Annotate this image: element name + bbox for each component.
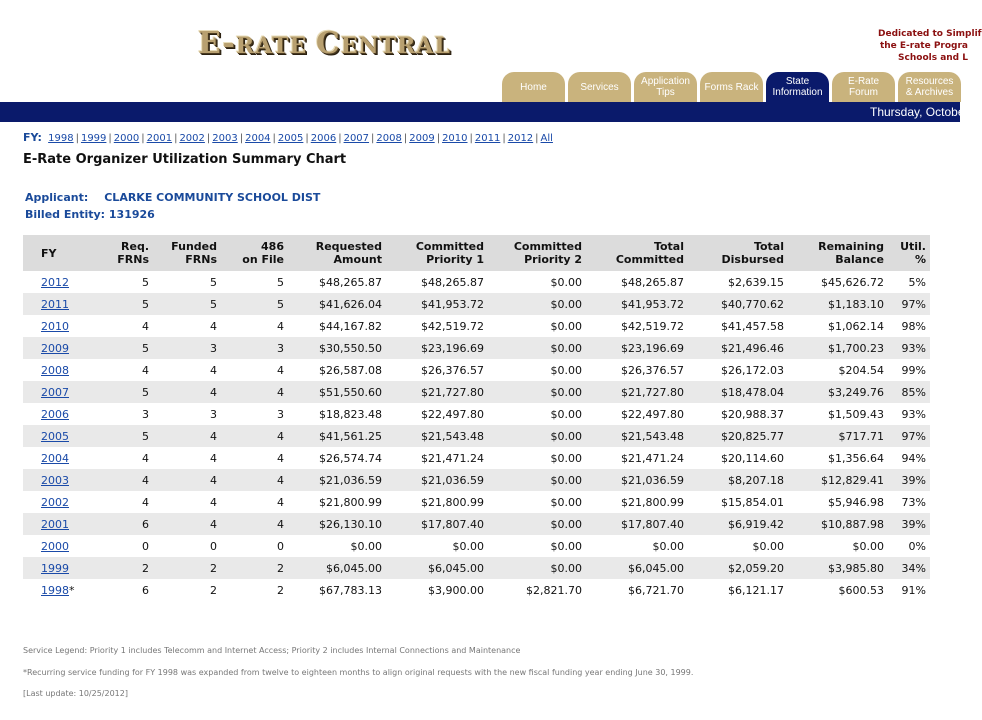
- column-header: [221, 235, 288, 271]
- table-cell: 3: [221, 337, 288, 359]
- table-cell: $41,457.58: [721, 319, 784, 333]
- column-header: [488, 235, 586, 271]
- table-cell: 39%: [888, 469, 930, 491]
- column-header-text: Req.: [121, 240, 149, 253]
- table-cell: 4: [210, 495, 217, 509]
- table-cell: 97%: [888, 425, 930, 447]
- table-cell: $0.00: [550, 407, 582, 421]
- column-header-text: Util.: [900, 240, 926, 253]
- column-header-text: Disbursed: [721, 253, 784, 266]
- table-cell: 4: [142, 451, 149, 465]
- fy-cell: [23, 579, 95, 601]
- column-header: [153, 235, 221, 271]
- table-cell: $26,376.57: [621, 363, 684, 377]
- fy-cell: [23, 447, 95, 469]
- column-header-text: Priority 2: [524, 253, 582, 266]
- table-cell: $21,471.24: [621, 451, 684, 465]
- table-cell: 4: [221, 425, 288, 447]
- table-cell: $2,059.20: [688, 557, 788, 579]
- table-cell: 0: [142, 539, 149, 553]
- table-cell: $6,045.00: [586, 557, 688, 579]
- column-header-text: Funded: [171, 240, 217, 253]
- table-row: [23, 491, 930, 513]
- table-cell: $6,045.00: [288, 557, 386, 579]
- fy-row-link[interactable]: 2008: [41, 363, 69, 377]
- column-header: [23, 235, 95, 271]
- billed-entity-label: Billed Entity:: [25, 208, 106, 221]
- table-cell: 91%: [901, 583, 926, 597]
- fy-cell: [23, 293, 95, 315]
- table-cell: $48,265.87: [621, 275, 684, 289]
- table-cell: 97%: [888, 293, 930, 315]
- fy-separator: |: [502, 133, 506, 144]
- table-cell: $42,519.72: [621, 319, 684, 333]
- table-row: [23, 513, 930, 535]
- table-cell: $21,727.80: [386, 381, 488, 403]
- table-cell: $0.00: [488, 381, 586, 403]
- table-cell: $17,807.40: [386, 513, 488, 535]
- table-cell: $42,519.72: [421, 319, 484, 333]
- table-cell: $3,249.76: [788, 381, 888, 403]
- table-cell: $0.00: [550, 539, 582, 553]
- fy-separator: |: [403, 133, 408, 144]
- fy-row-link[interactable]: 2010: [41, 319, 69, 333]
- tab-e-rate-forum[interactable]: E-Rate Forum: [832, 72, 895, 102]
- table-cell: $600.53: [838, 583, 884, 597]
- column-header-text: Balance: [835, 253, 884, 266]
- table-cell: $204.54: [838, 363, 884, 377]
- table-cell: $0.00: [550, 451, 582, 465]
- table-cell: $21,471.24: [421, 451, 484, 465]
- table-cell: 98%: [901, 319, 926, 333]
- fy-row-link[interactable]: 1999: [41, 561, 69, 575]
- table-cell: $6,919.42: [688, 513, 788, 535]
- table-cell: 2: [277, 583, 284, 597]
- column-header-text: Priority 1: [426, 253, 484, 266]
- table-cell: 4: [221, 381, 288, 403]
- table-cell: $22,497.80: [421, 407, 484, 421]
- table-cell: $20,988.37: [721, 407, 784, 421]
- page-title: E-Rate Organizer Utilization Summary Chart: [23, 152, 347, 167]
- table-cell: 4: [221, 513, 288, 535]
- table-cell: $17,807.40: [586, 513, 688, 535]
- table-cell: 3: [153, 337, 221, 359]
- table-cell: $41,561.25: [288, 425, 386, 447]
- fy-row-link[interactable]: 2009: [41, 341, 69, 355]
- column-header-text: on File: [242, 253, 284, 266]
- fy-separator: |: [272, 133, 276, 144]
- fy-filter: [23, 131, 553, 144]
- footnote-mark: *: [69, 583, 75, 597]
- fy-link-2010[interactable]: 2010: [442, 133, 468, 144]
- fy-link-2002[interactable]: 2002: [179, 133, 205, 144]
- table-cell: $21,800.99: [421, 495, 484, 509]
- table-cell: 3: [142, 407, 149, 421]
- table-cell: 4: [142, 363, 149, 377]
- table-cell: 5: [142, 275, 149, 289]
- fy-separator: |: [305, 133, 309, 144]
- table-cell: $48,265.87: [319, 275, 382, 289]
- table-row: [23, 271, 930, 293]
- table-cell: 4: [142, 319, 149, 333]
- column-header-text: FRNs: [185, 253, 217, 266]
- table-cell: $1,356.64: [828, 451, 884, 465]
- table-row: [23, 557, 930, 579]
- fy-link-2011[interactable]: 2011: [474, 133, 501, 144]
- table-cell: $41,953.72: [386, 293, 488, 315]
- table-cell: 34%: [888, 557, 930, 579]
- table-cell: $22,497.80: [621, 407, 684, 421]
- table-cell: 93%: [901, 407, 926, 421]
- fy-separator: |: [338, 133, 342, 144]
- table-cell: $0.00: [452, 539, 484, 553]
- tab-application-tips[interactable]: Application Tips: [634, 72, 697, 102]
- table-cell: $40,770.62: [688, 293, 788, 315]
- fy-cell: [23, 359, 95, 381]
- fy-separator: |: [108, 133, 112, 144]
- table-cell: $0.00: [488, 557, 586, 579]
- table-cell: $44,167.82: [319, 319, 382, 333]
- last-update: [Last update: 10/25/2012]: [23, 689, 128, 698]
- fy-row-link[interactable]: 2000: [41, 539, 69, 553]
- table-cell: 4: [277, 495, 284, 509]
- table-cell: 3: [277, 407, 284, 421]
- fy-separator: |: [174, 133, 178, 144]
- table-cell: 2: [210, 583, 217, 597]
- tab-resources-archives[interactable]: Resources & Archives: [898, 72, 961, 102]
- table-cell: 4: [210, 319, 217, 333]
- table-cell: $5,946.98: [828, 495, 884, 509]
- column-header-text: Amount: [333, 253, 382, 266]
- fy-separator: |: [436, 133, 441, 144]
- table-cell: 4: [153, 425, 221, 447]
- table-cell: $21,036.59: [288, 469, 386, 491]
- table-cell: 99%: [901, 363, 926, 377]
- table-cell: $18,823.48: [319, 407, 382, 421]
- column-header: [386, 235, 488, 271]
- column-header-text: Committed: [415, 240, 484, 253]
- main-nav-tabs: [502, 72, 961, 102]
- service-legend: Service Legend: Priority 1 includes Telecomm and Internet Access; Priority 2 includes Internal Connections and Maintenance: [23, 646, 521, 655]
- fy-cell: [23, 381, 95, 403]
- table-cell: $8,207.18: [688, 469, 788, 491]
- table-row: [23, 447, 930, 469]
- fy-cell: [23, 271, 95, 293]
- column-header-text: Requested: [315, 240, 382, 253]
- table-cell: $6,721.70: [628, 583, 684, 597]
- table-row: [23, 337, 930, 359]
- column-header-text: FRNs: [117, 253, 149, 266]
- table-cell: $0.00: [488, 469, 586, 491]
- table-cell: 85%: [888, 381, 930, 403]
- column-header: [888, 235, 930, 271]
- table-cell: 0: [277, 539, 284, 553]
- table-cell: 4: [153, 513, 221, 535]
- table-cell: $1,183.10: [788, 293, 888, 315]
- tab-services[interactable]: Services: [568, 72, 631, 102]
- table-cell: $0.00: [488, 425, 586, 447]
- fy-row-link[interactable]: 2002: [41, 495, 69, 509]
- table-row: [23, 403, 930, 425]
- fy-cell: [23, 403, 95, 425]
- applicant-info: [25, 191, 320, 204]
- table-row: [23, 535, 930, 557]
- column-header-text: Total: [753, 240, 784, 253]
- table-cell: $26,172.03: [721, 363, 784, 377]
- column-header-text: Committed: [615, 253, 684, 266]
- table-cell: 4: [210, 363, 217, 377]
- fy-link-2007[interactable]: 2007: [343, 133, 370, 144]
- table-cell: 5: [95, 337, 153, 359]
- billed-entity-info: [25, 208, 155, 221]
- table-cell: 5: [210, 275, 217, 289]
- table-cell: $21,727.80: [586, 381, 688, 403]
- table-cell: $0.00: [550, 363, 582, 377]
- fy-row-link[interactable]: 2005: [41, 429, 69, 443]
- fy-row-link[interactable]: 2006: [41, 407, 69, 421]
- table-cell: 4: [277, 451, 284, 465]
- nav-bar: [0, 102, 960, 122]
- fy-row-link[interactable]: 2001: [41, 517, 69, 531]
- table-cell: 4: [153, 381, 221, 403]
- table-cell: $0.00: [550, 275, 582, 289]
- table-cell: 5: [153, 293, 221, 315]
- table-cell: 5: [95, 293, 153, 315]
- table-cell: 93%: [888, 337, 930, 359]
- table-cell: 94%: [901, 451, 926, 465]
- column-header-text: FY: [41, 246, 57, 260]
- fy-row-link[interactable]: 1998: [41, 583, 69, 597]
- site-tagline: Dedicated to Simplif the E-rate Progra Schools and L: [878, 29, 982, 63]
- column-header-text: %: [914, 253, 926, 266]
- table-cell: 2: [153, 557, 221, 579]
- table-cell: 5%: [908, 275, 926, 289]
- table-cell: 39%: [888, 513, 930, 535]
- table-cell: $0.00: [652, 539, 684, 553]
- table-cell: 5: [221, 293, 288, 315]
- table-cell: $2,639.15: [728, 275, 784, 289]
- column-header: [688, 235, 788, 271]
- fy-row-link[interactable]: 2007: [41, 385, 69, 399]
- fy1998-note: *Recurring service funding for FY 1998 was expanded from twelve to eighteen months to align original requests with the new fiscal funding year ending June 30, 1999.: [23, 668, 694, 677]
- current-date: Thursday, October: [870, 105, 969, 119]
- table-cell: $26,574.74: [319, 451, 382, 465]
- site-logo[interactable]: E-RATE CENTRAL: [198, 26, 451, 61]
- table-cell: $0.00: [550, 495, 582, 509]
- table-cell: $21,543.48: [586, 425, 688, 447]
- table-row: [23, 315, 930, 337]
- table-cell: $0.00: [550, 319, 582, 333]
- table-cell: 2: [95, 557, 153, 579]
- column-header: [95, 235, 153, 271]
- table-cell: 4: [277, 319, 284, 333]
- table-cell: $3,900.00: [428, 583, 484, 597]
- column-header: [788, 235, 888, 271]
- column-header-text: Remaining: [818, 240, 884, 253]
- fy-link-1998[interactable]: 1998: [48, 133, 74, 144]
- table-cell: $0.00: [488, 293, 586, 315]
- fy-link-2009[interactable]: 2009: [409, 133, 435, 144]
- table-cell: $21,543.48: [386, 425, 488, 447]
- table-cell: $3,985.80: [788, 557, 888, 579]
- fy-filter-label: FY:: [23, 131, 42, 144]
- table-cell: $41,953.72: [586, 293, 688, 315]
- fy-link-2005[interactable]: 2005: [277, 133, 304, 144]
- table-cell: $10,887.98: [788, 513, 888, 535]
- table-cell: $51,550.60: [288, 381, 386, 403]
- column-header: [288, 235, 386, 271]
- table-cell: $20,825.77: [688, 425, 788, 447]
- table-row: [23, 425, 930, 447]
- fy-row-link[interactable]: 2003: [41, 473, 69, 487]
- fy-cell: [23, 425, 95, 447]
- table-cell: 6: [142, 583, 149, 597]
- table-cell: $18,478.04: [688, 381, 788, 403]
- fy-row-link[interactable]: 2012: [41, 275, 69, 289]
- fy-link-2001[interactable]: 2001: [146, 133, 173, 144]
- tab-home[interactable]: Home: [502, 72, 565, 102]
- table-cell: $1,509.43: [828, 407, 884, 421]
- table-cell: $41,626.04: [288, 293, 386, 315]
- fy-row-link[interactable]: 2004: [41, 451, 69, 465]
- table-cell: $12,829.41: [788, 469, 888, 491]
- table-cell: $1,700.23: [788, 337, 888, 359]
- fy-separator: |: [239, 133, 244, 144]
- fy-link-2004[interactable]: 2004: [245, 133, 271, 144]
- table-cell: 4: [95, 469, 153, 491]
- fy-separator: |: [206, 133, 211, 144]
- table-cell: 0%: [908, 539, 926, 553]
- table-row: [23, 381, 930, 403]
- table-cell: $26,587.08: [319, 363, 382, 377]
- table-cell: $45,626.72: [821, 275, 884, 289]
- table-cell: $21,800.99: [621, 495, 684, 509]
- table-cell: $21,800.99: [319, 495, 382, 509]
- fy-link-2012[interactable]: 2012: [507, 133, 534, 144]
- table-cell: 5: [95, 381, 153, 403]
- fy-separator: |: [371, 133, 375, 144]
- table-cell: 0: [210, 539, 217, 553]
- table-cell: $21,036.59: [586, 469, 688, 491]
- table-cell: 5: [277, 275, 284, 289]
- fy-cell: [23, 491, 95, 513]
- table-header-row: [23, 235, 930, 271]
- fy-cell: [23, 337, 95, 359]
- table-cell: $0.00: [350, 539, 382, 553]
- column-header: [586, 235, 688, 271]
- applicant-value: CLARKE COMMUNITY SCHOOL DIST: [104, 191, 321, 204]
- table-cell: $6,045.00: [386, 557, 488, 579]
- table-cell: 4: [210, 451, 217, 465]
- fy-separator: |: [469, 133, 473, 144]
- column-header-text: 486: [261, 240, 284, 253]
- tab-forms-rack[interactable]: Forms Rack: [700, 72, 763, 102]
- fy-cell: [23, 513, 95, 535]
- column-header-text: Total: [653, 240, 684, 253]
- table-cell: 5: [95, 425, 153, 447]
- table-cell: 4: [142, 495, 149, 509]
- table-cell: 4: [153, 469, 221, 491]
- applicant-label: Applicant:: [25, 191, 89, 204]
- table-cell: $15,854.01: [721, 495, 784, 509]
- table-cell: 3: [210, 407, 217, 421]
- fy-link-2006[interactable]: 2006: [310, 133, 337, 144]
- fy-separator: |: [535, 133, 539, 144]
- table-cell: $0.00: [488, 337, 586, 359]
- table-cell: 73%: [901, 495, 926, 509]
- fy-separator: |: [75, 133, 79, 144]
- table-cell: 4: [221, 469, 288, 491]
- table-cell: $30,550.50: [288, 337, 386, 359]
- table-row: [23, 359, 930, 381]
- table-cell: $0.00: [752, 539, 784, 553]
- table-row: [23, 469, 930, 491]
- fy-link-2000[interactable]: 2000: [113, 133, 140, 144]
- utilization-summary-table: [23, 235, 930, 601]
- table-cell: $23,196.69: [586, 337, 688, 359]
- table-cell: $26,376.57: [421, 363, 484, 377]
- fy-cell: [23, 469, 95, 491]
- table-cell: 6: [95, 513, 153, 535]
- fy-cell: [23, 557, 95, 579]
- tab-state-information[interactable]: State Information: [766, 72, 829, 102]
- table-cell: $26,130.10: [288, 513, 386, 535]
- column-header-text: Committed: [513, 240, 582, 253]
- table-cell: $0.00: [488, 513, 586, 535]
- billed-entity-value: 131926: [108, 208, 155, 221]
- table-cell: $0.00: [852, 539, 884, 553]
- table-cell: $21,496.46: [688, 337, 788, 359]
- fy-link-all[interactable]: All: [540, 133, 553, 144]
- table-cell: $23,196.69: [386, 337, 488, 359]
- table-cell: 2: [221, 557, 288, 579]
- fy-link-2008[interactable]: 2008: [376, 133, 402, 144]
- table-cell: $67,783.13: [319, 583, 382, 597]
- table-cell: $20,114.60: [721, 451, 784, 465]
- fy-row-link[interactable]: 2011: [41, 297, 69, 311]
- table-cell: $2,821.70: [526, 583, 582, 597]
- table-row: [23, 579, 930, 601]
- table-cell: $1,062.14: [828, 319, 884, 333]
- table-row: [23, 293, 930, 315]
- table-cell: $21,036.59: [386, 469, 488, 491]
- table-cell: $48,265.87: [421, 275, 484, 289]
- fy-separator: |: [141, 133, 145, 144]
- fy-link-1999[interactable]: 1999: [80, 133, 107, 144]
- fy-cell: [23, 535, 95, 557]
- fy-cell: [23, 315, 95, 337]
- table-cell: $717.71: [788, 425, 888, 447]
- table-cell: 4: [277, 363, 284, 377]
- fy-link-2003[interactable]: 2003: [212, 133, 238, 144]
- table-cell: $6,121.17: [728, 583, 784, 597]
